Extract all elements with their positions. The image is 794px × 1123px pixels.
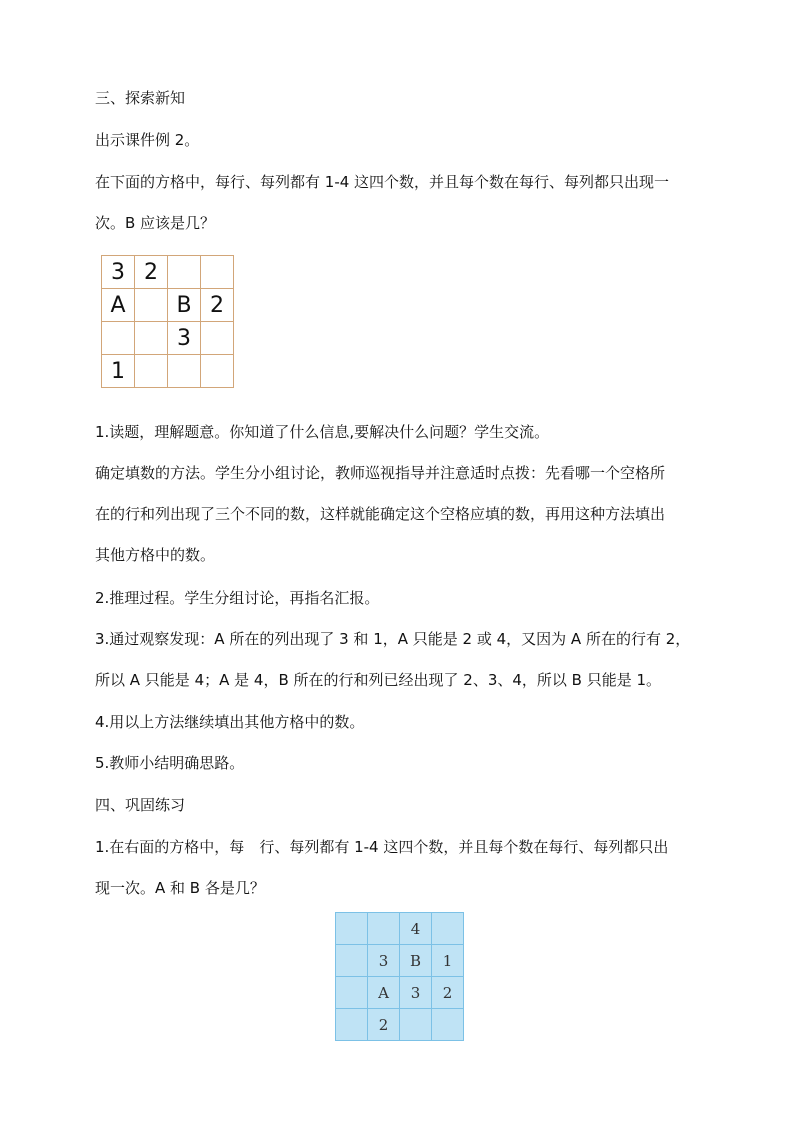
grid-cell: 1	[432, 945, 464, 977]
grid-cell	[135, 322, 168, 355]
step5-text: 5.教师小结明确思路。	[95, 754, 245, 772]
grid-cell	[336, 977, 368, 1009]
method-text-line2: 在的行和列出现了三个不同的数，这样就能确定这个空格应填的数，再用这种方法填出	[95, 505, 666, 523]
grid-row	[102, 256, 234, 289]
grid-cell	[102, 322, 135, 355]
grid-cell	[336, 1009, 368, 1041]
grid-cell	[336, 913, 368, 945]
grid-cell	[368, 913, 400, 945]
grid-cell	[168, 355, 201, 388]
grid-cell	[201, 355, 234, 388]
grid-row	[336, 913, 464, 945]
show-example-text: 出示课件例 2。	[95, 131, 200, 149]
method-text-line3: 其他方格中的数。	[95, 546, 216, 564]
grid-row	[336, 945, 464, 977]
grid-cell	[400, 1009, 432, 1041]
grid-cell: 2	[135, 256, 168, 289]
grid-cell: 2	[432, 977, 464, 1009]
grid-row	[336, 1009, 464, 1041]
grid-cell	[135, 289, 168, 322]
grid-cell: 3	[168, 322, 201, 355]
method-text-line1: 确定填数的方法。学生分小组讨论，教师巡视指导并注意适时点拨：先看哪一个空格所	[95, 464, 666, 482]
grid-cell: 2	[368, 1009, 400, 1041]
grid-cell	[168, 256, 201, 289]
grid-row	[102, 355, 234, 388]
grid-cell	[336, 945, 368, 977]
grid-cell	[135, 355, 168, 388]
example-grid	[101, 255, 234, 388]
grid-row	[102, 322, 234, 355]
step1-text: 1.读题，理解题意。你知道了什么信息,要解决什么问题？学生交流。	[95, 423, 550, 441]
grid-cell	[201, 256, 234, 289]
grid-cell	[432, 913, 464, 945]
grid-cell: B	[400, 945, 432, 977]
step3-text-line1: 3.通过观察发现：A 所在的列出现了 3 和 1，A 只能是 2 或 4，又因为 A 所在的行有 2，	[95, 630, 691, 648]
grid-cell	[432, 1009, 464, 1041]
practice-text-line2: 现一次。A 和 B 各是几？	[95, 879, 265, 897]
step3-text-line2: 所以 A 只能是 4；A 是 4，B 所在的行和列已经出现了 2、3、4，所以 B 只能是 1。	[95, 671, 662, 689]
grid-cell: 3	[400, 977, 432, 1009]
problem-text-line2: 次。B 应该是几？	[95, 214, 216, 232]
grid-cell: 3	[102, 256, 135, 289]
grid-cell: 3	[368, 945, 400, 977]
grid-cell: A	[102, 289, 135, 322]
practice-text-line1: 1.在右面的方格中，每 行、每列都有 1-4 这四个数，并且每个数在每行、每列都只出	[95, 838, 669, 856]
section4-heading: 四、巩固练习	[95, 796, 186, 814]
step2-text: 2.推理过程。学生分组讨论，再指名汇报。	[95, 589, 380, 607]
section3-heading: 三、探索新知	[95, 89, 186, 107]
grid-cell: A	[368, 977, 400, 1009]
grid-row	[336, 977, 464, 1009]
grid-row	[102, 289, 234, 322]
grid-cell: 2	[201, 289, 234, 322]
grid-cell: B	[168, 289, 201, 322]
grid-cell: 1	[102, 355, 135, 388]
problem-text-line1: 在下面的方格中，每行、每列都有 1-4 这四个数，并且每个数在每行、每列都只出现一	[95, 173, 670, 191]
practice-grid	[335, 912, 464, 1041]
grid-cell: 4	[400, 913, 432, 945]
grid-cell	[201, 322, 234, 355]
step4-text: 4.用以上方法继续填出其他方格中的数。	[95, 713, 365, 731]
